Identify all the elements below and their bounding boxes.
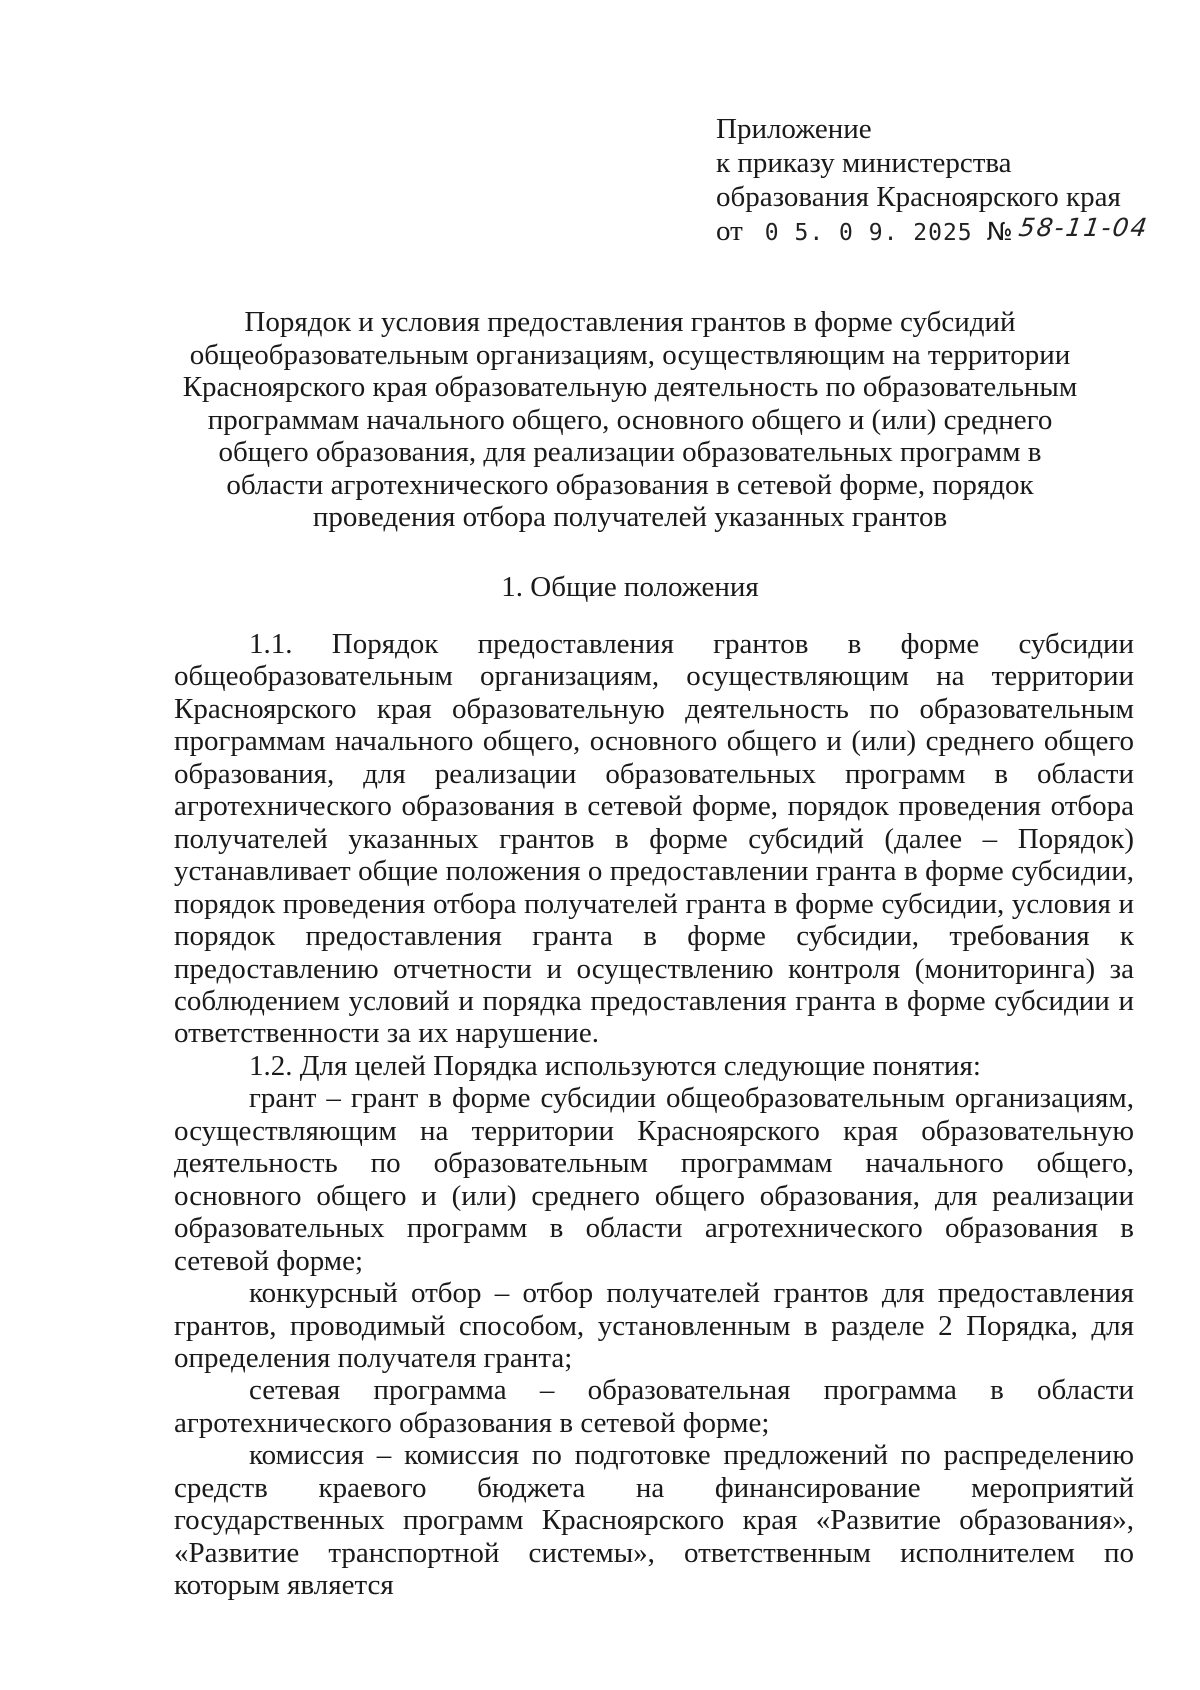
appendix-order-line: к приказу министерства xyxy=(716,147,1012,179)
date-prefix: от xyxy=(716,215,743,247)
paragraph-1-2: 1.2. Для целей Порядка используются следующие понятия: xyxy=(249,1049,981,1082)
appendix-header xyxy=(716,112,1156,250)
appendix-ministry-line: образования Красноярского края xyxy=(716,181,1121,213)
appendix-date-line xyxy=(716,214,1156,250)
document-title: Порядок и условия предоставления грантов в форме субсидий общеобразовательным организациям, осуществляющим на территории Красноярского края образовательную деятельность по образовательным программам начального общего, основного общего и (или) среднего общего образования, для реализации образовательных программ в области агротехнического образования в сетевой форме, порядок проведения отбора получателей указанных грантов xyxy=(182,306,1078,533)
document-body xyxy=(174,628,1134,1602)
date-stamp: 0 5. 0 9. 2025 xyxy=(764,220,973,246)
definition-network-program: сетевая программа – образовательная программа в области агротехнического образования в сетевой форме; xyxy=(174,1374,1134,1439)
appendix-label: Приложение xyxy=(716,113,872,145)
number-sign: № xyxy=(986,217,1013,246)
handwritten-order-number: 58-11-04 xyxy=(1016,213,1151,242)
paragraph-1-1: 1.1. Порядок предоставления грантов в форме субсидии общеобразовательным организациям, осуществляющим на территории Красноярского края образовательную деятельность по образовательным программам начального общего, основного общего и (или) среднего общего образования, для реализации образовательных программ в области агротехнического образования в сетевой форме, порядок проведения отбора получателей указанных грантов в форме субсидий (далее – Порядок) устанавливает общие положения о предоставлении гранта в форме субсидии, порядок проведения отбора получателей гранта в форме субсидии, условия и порядок предоставления гранта в форме субсидии, требования к предоставлению отчетности и осуществлению контроля (мониторинга) за соблюдением условий и порядка предоставления гранта в форме субсидии и ответственности за их нарушение. xyxy=(174,628,1134,1050)
definition-commission: комиссия – комиссия по подготовке предложений по распределению средств краевого бюджета на финансирование мероприятий государственных программ Красноярского края «Развитие образования», «Развитие транспортной системы», ответственным исполнителем по которым является xyxy=(174,1439,1134,1602)
definition-grant: грант – грант в форме субсидии общеобразовательным организациям, осуществляющим на территории Красноярского края образовательную деятельность по образовательным программам начального общего, основного общего и (или) среднего общего образования, для реализации образовательных программ в области агротехнического образования в сетевой форме; xyxy=(174,1082,1134,1277)
definition-competitive-selection: конкурсный отбор – отбор получателей грантов для предоставления грантов, проводимый способом, установленным в разделе 2 Порядка, для определения получателя гранта; xyxy=(174,1277,1134,1374)
section-heading: 1. Общие положения xyxy=(501,571,759,603)
